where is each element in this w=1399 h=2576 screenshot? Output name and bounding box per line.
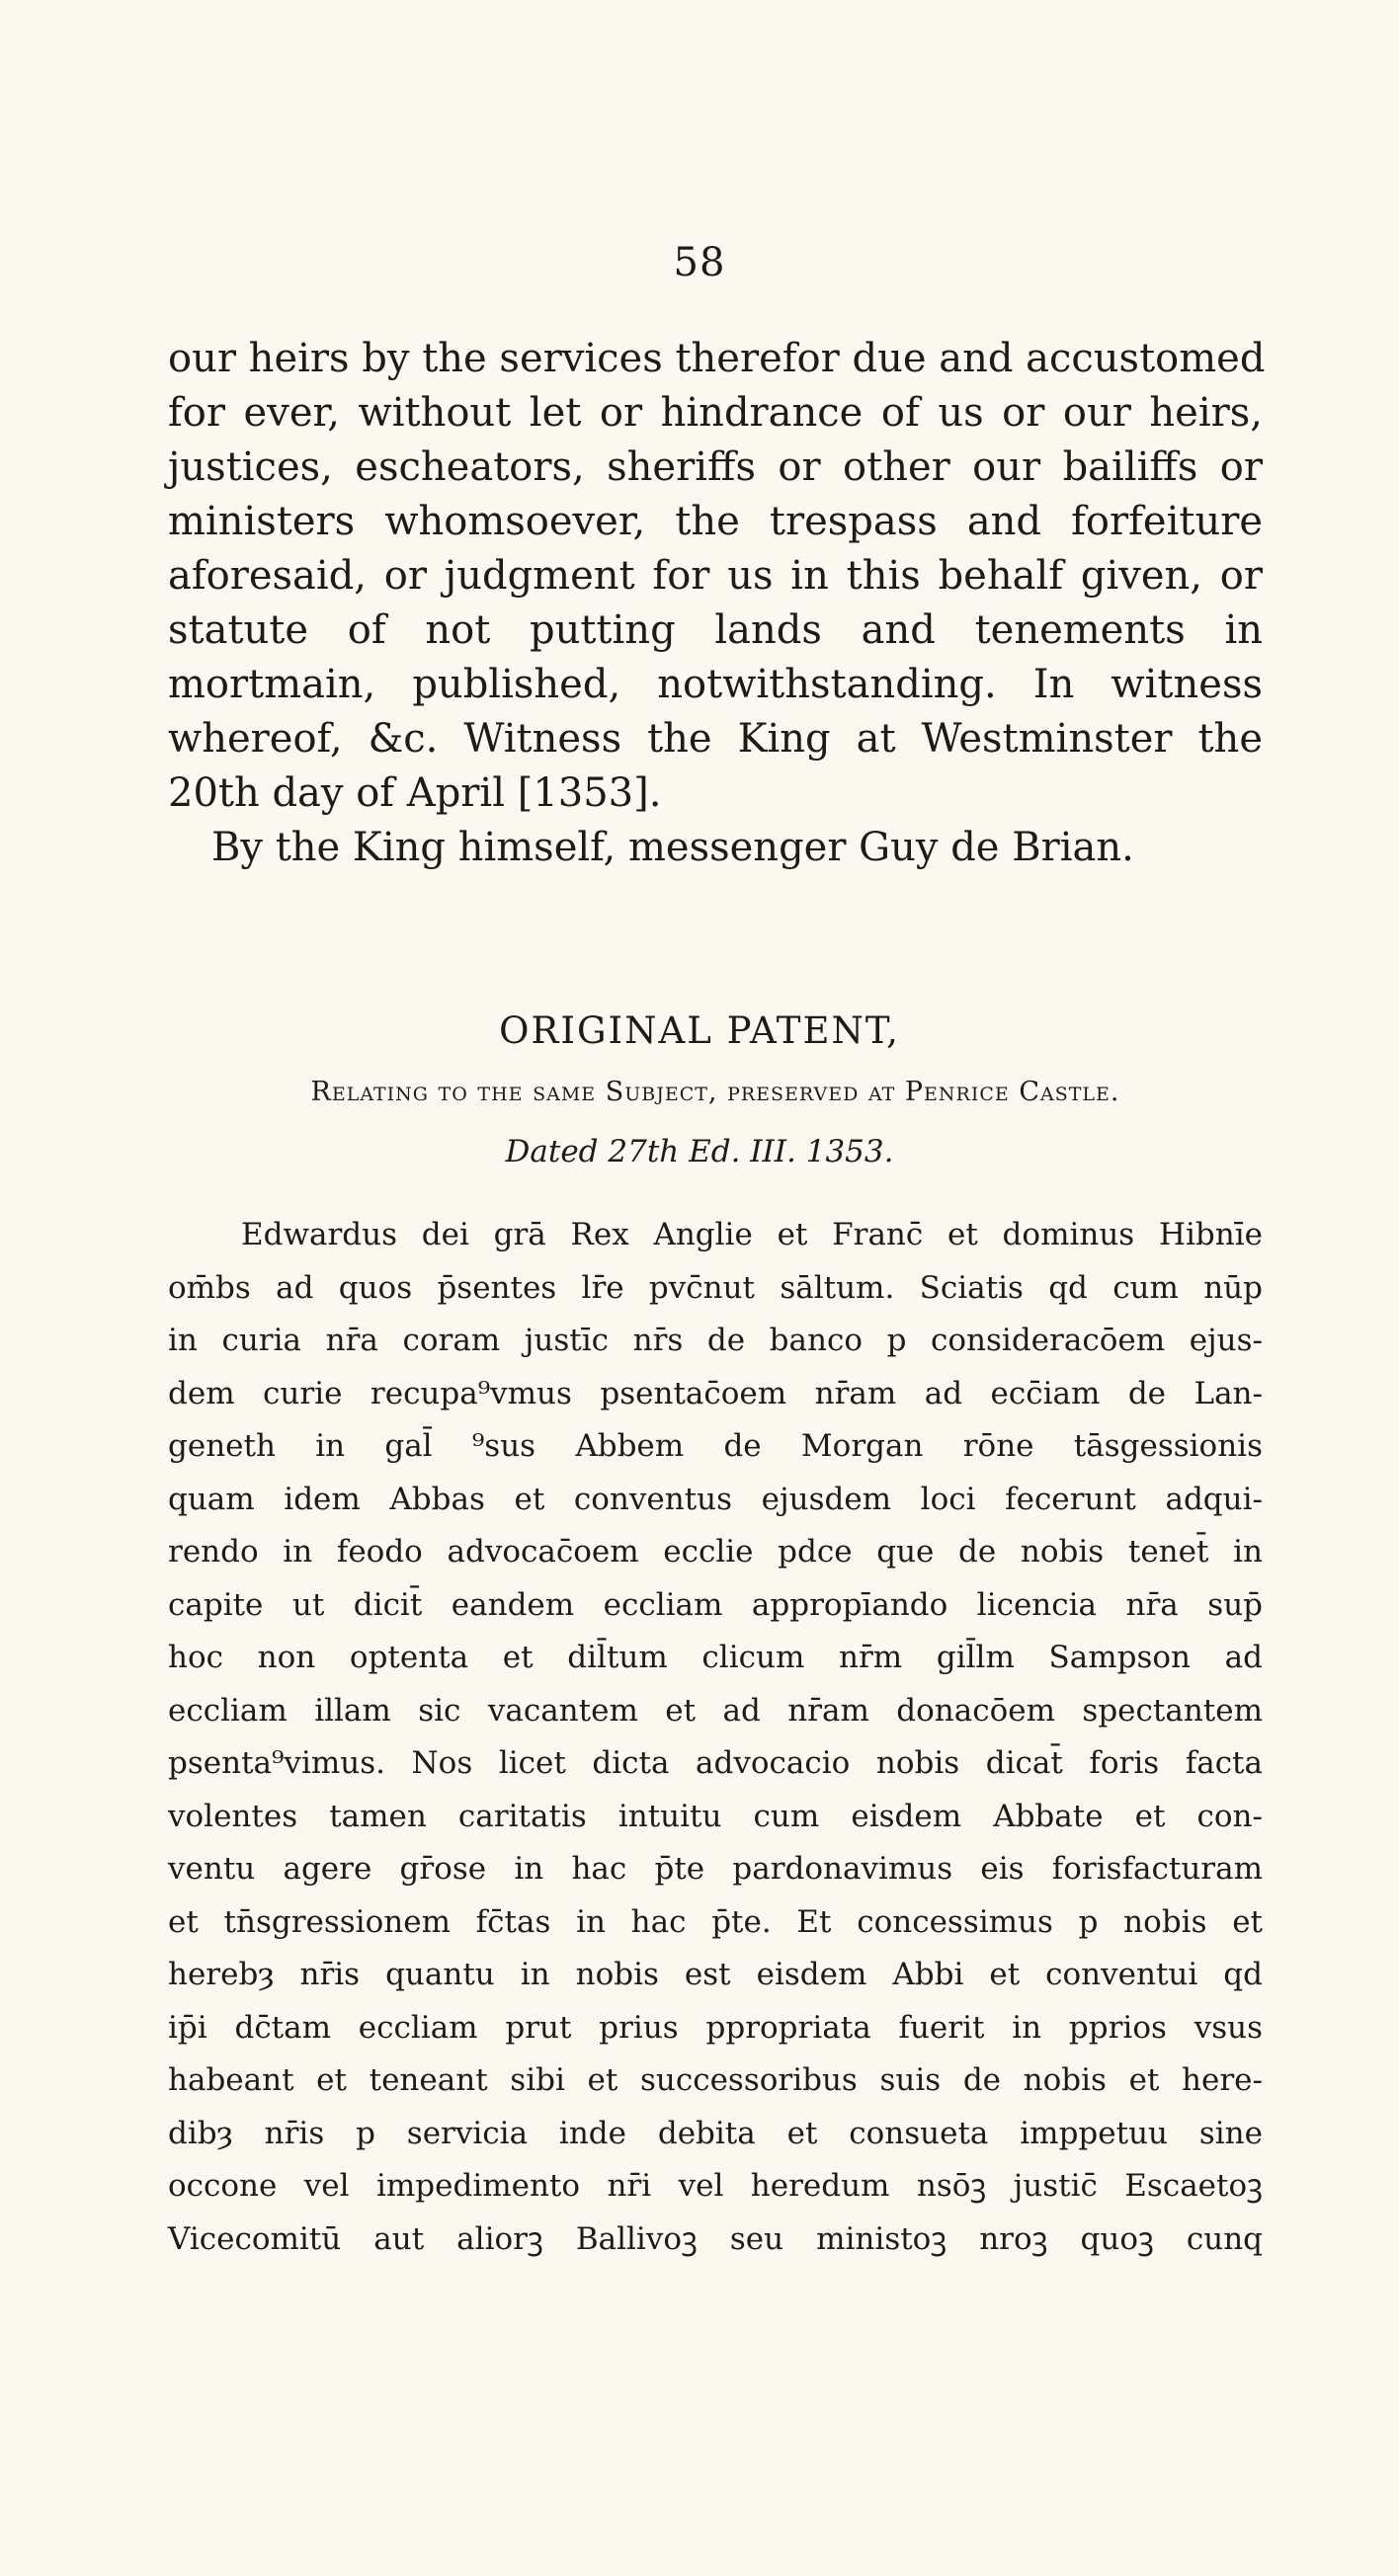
text-line: Vicecomitū aut aliorꝫ Ballivoꝫ seu ministoꝫ nroꝫ quoꝫ cunq	[168, 2220, 1263, 2257]
text-line: mortmain, published, notwithstanding. In witness	[168, 662, 1263, 707]
english-translation-block	[168, 332, 1266, 875]
text-line: geneth in gal̄ ⁹sus Abbem de Morgan rōne tāsgessionis	[168, 1428, 1263, 1464]
text-line: habeant et teneant sibi et successoribus suis de nobis et here-	[168, 2062, 1263, 2098]
text-line: occone vel impedimento nr̄i vel heredum nsōꝫ justic̄ Escaetoꝫ	[168, 2168, 1263, 2204]
text-line: statute of not putting lands and tenements in	[168, 607, 1263, 653]
text-line: volentes tamen caritatis intuitu cum eisdem Abbate et con-	[168, 1798, 1263, 1834]
text-line: capite ut dicit̄ eandem eccliam appropīando licencia nr̄a sup̄	[168, 1586, 1263, 1623]
text-line: et tn̄sgressionem fc̄tas in hac p̄te. Et concessimus p nobis et	[168, 1903, 1263, 1940]
text-line: om̄bs ad quos p̄sentes lr̄e pvc̄nut sāltum. Sciatis qd cum nūp	[168, 1269, 1263, 1306]
text-line: whereof, &c. Witness the King at Westminster the	[168, 716, 1263, 762]
text-line: By the King himself, messenger Guy de Brian.	[211, 825, 1134, 870]
text-line: ip̄i dc̄tam eccliam prut prius ppropriata fuerit in pprios vsus	[168, 2009, 1263, 2046]
text-line: dem curie recupa⁹vmus psentac̄oem nr̄am ad ecc̄iam de Lan-	[168, 1375, 1263, 1411]
dated-line: Dated 27th Ed. III. 1353.	[505, 1134, 894, 1169]
text-line: 20th day of April [1353].	[168, 770, 662, 816]
section-heading: ORIGINAL PATENT,	[499, 1009, 900, 1052]
text-line: in curia nr̄a coram justīc nr̄s de banco p consideracōem ejus-	[168, 1323, 1263, 1358]
text-line: eccliam illam sic vacantem et ad nr̄am donacōem spectantem	[168, 1692, 1263, 1729]
text-line: dibȝ nr̄is p servicia inde debita et consueta imppetuu sine	[168, 2115, 1263, 2151]
text-line: for ever, without let or hindrance of us or our heirs,	[168, 390, 1263, 436]
latin-patent-text	[168, 1209, 1263, 2266]
text-line: justices, escheators, sheriffs or other our bailiffs or	[168, 444, 1263, 490]
section-subheading: Relating to the same Subject, preserved at Penrice Castle.	[310, 1077, 1120, 1107]
text-line: ministers whomsoever, the trespass and forfeiture	[168, 499, 1263, 544]
text-line: herebȝ nr̄is quantu in nobis est eisdem Abbi et conventui qd	[168, 1957, 1263, 1992]
text-line: aforesaid, or judgment for us in this behalf given, or	[168, 553, 1263, 599]
page-number: 58	[673, 240, 726, 285]
text-line: hoc non optenta et dil̄tum clicum nr̄m gil̄lm Sampson ad	[168, 1640, 1263, 1675]
text-line: quam idem Abbas et conventus ejusdem loci fecerunt adqui-	[168, 1481, 1263, 1517]
text-line: our heirs by the services therefor due and accustomed	[168, 336, 1266, 381]
text-line: psenta⁹vimus. Nos licet dicta advocacio nobis dicat̄ foris facta	[168, 1745, 1263, 1781]
text-line: Edwardus dei grā Rex Anglie et Franc̄ et dominus Hibnīe	[241, 1217, 1263, 1252]
text-line: ventu agere gr̄ose in hac p̄te pardonavimus eis forisfacturam	[168, 1851, 1263, 1887]
text-line: rendo in feodo advocac̄oem ecclie pdce que de nobis tenet̄ in	[168, 1534, 1263, 1570]
